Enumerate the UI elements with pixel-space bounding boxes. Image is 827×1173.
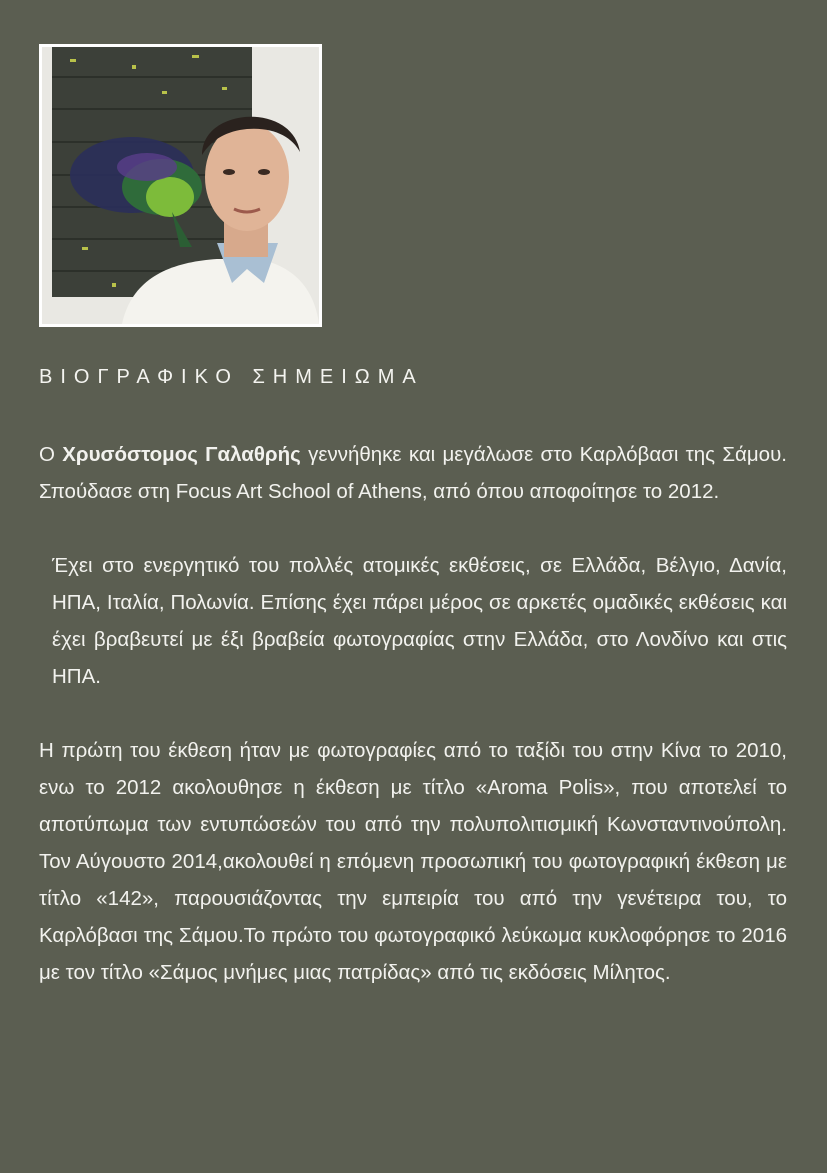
portrait-image	[42, 47, 319, 324]
bio-paragraph-3: Η πρώτη του έκθεση ήταν με φωτογραφίες από το ταξίδι του στην Κίνα το 2010, ενω το 2012 ακολουθησε η έκθεση με τίτλο «Aroma Polis», που αποτελεί το αποτύπωμα των εντυπώσεών του από την πολυπολιτισμική Κωνσταντινούπολη. Τον Αύγουστο 2014,ακολουθεί η επόμενη προσωπική του φωτογραφική έκθεση με τίτλο «142», παρουσιάζοντας την εμπειρία του από την γενέτειρα του, το Καρλόβασι της Σάμου.Το πρώτο του φωτογραφικό λεύκωμα κυκλοφόρησε το 2016 με τον τίτλο «Σάμος μνήμες μιας πατρίδας» από τις εκδόσεις Μίλητος.	[39, 739, 787, 984]
bio-paragraph-1-text: γεννήθηκε και μεγάλωσε στο Καρλόβασι της Σάμου. Σπούδασε στη Focus Art School of Athens, από όπου αποφοίτησε το 2012.	[39, 443, 787, 503]
page-title: ΒΙΟΓΡΑΦΙΚΟ ΣΗΜΕΙΩΜΑ	[39, 366, 424, 388]
artist-name: Χρυσόστομος Γαλαθρής	[62, 443, 301, 466]
bio-paragraph-1-prefix: Ο	[39, 443, 63, 466]
bio-paragraph-2: Έχει στο ενεργητικό του πολλές ατομικές εκθέσεις, σε Ελλάδα, Βέλγιο, Δανία, ΗΠΑ, Ιταλία, Πολωνία. Επίσης έχει πάρει μέρος σε αρκετές ομαδικές εκθέσεις και έχει βραβευτεί με έξι βραβεία φωτογραφίας στην Ελλάδα, στο Λονδίνο και στις ΗΠΑ.	[52, 554, 787, 688]
portrait-photo	[39, 44, 322, 327]
biography-text	[39, 436, 787, 1028]
bio-paragraph-1	[39, 436, 787, 510]
